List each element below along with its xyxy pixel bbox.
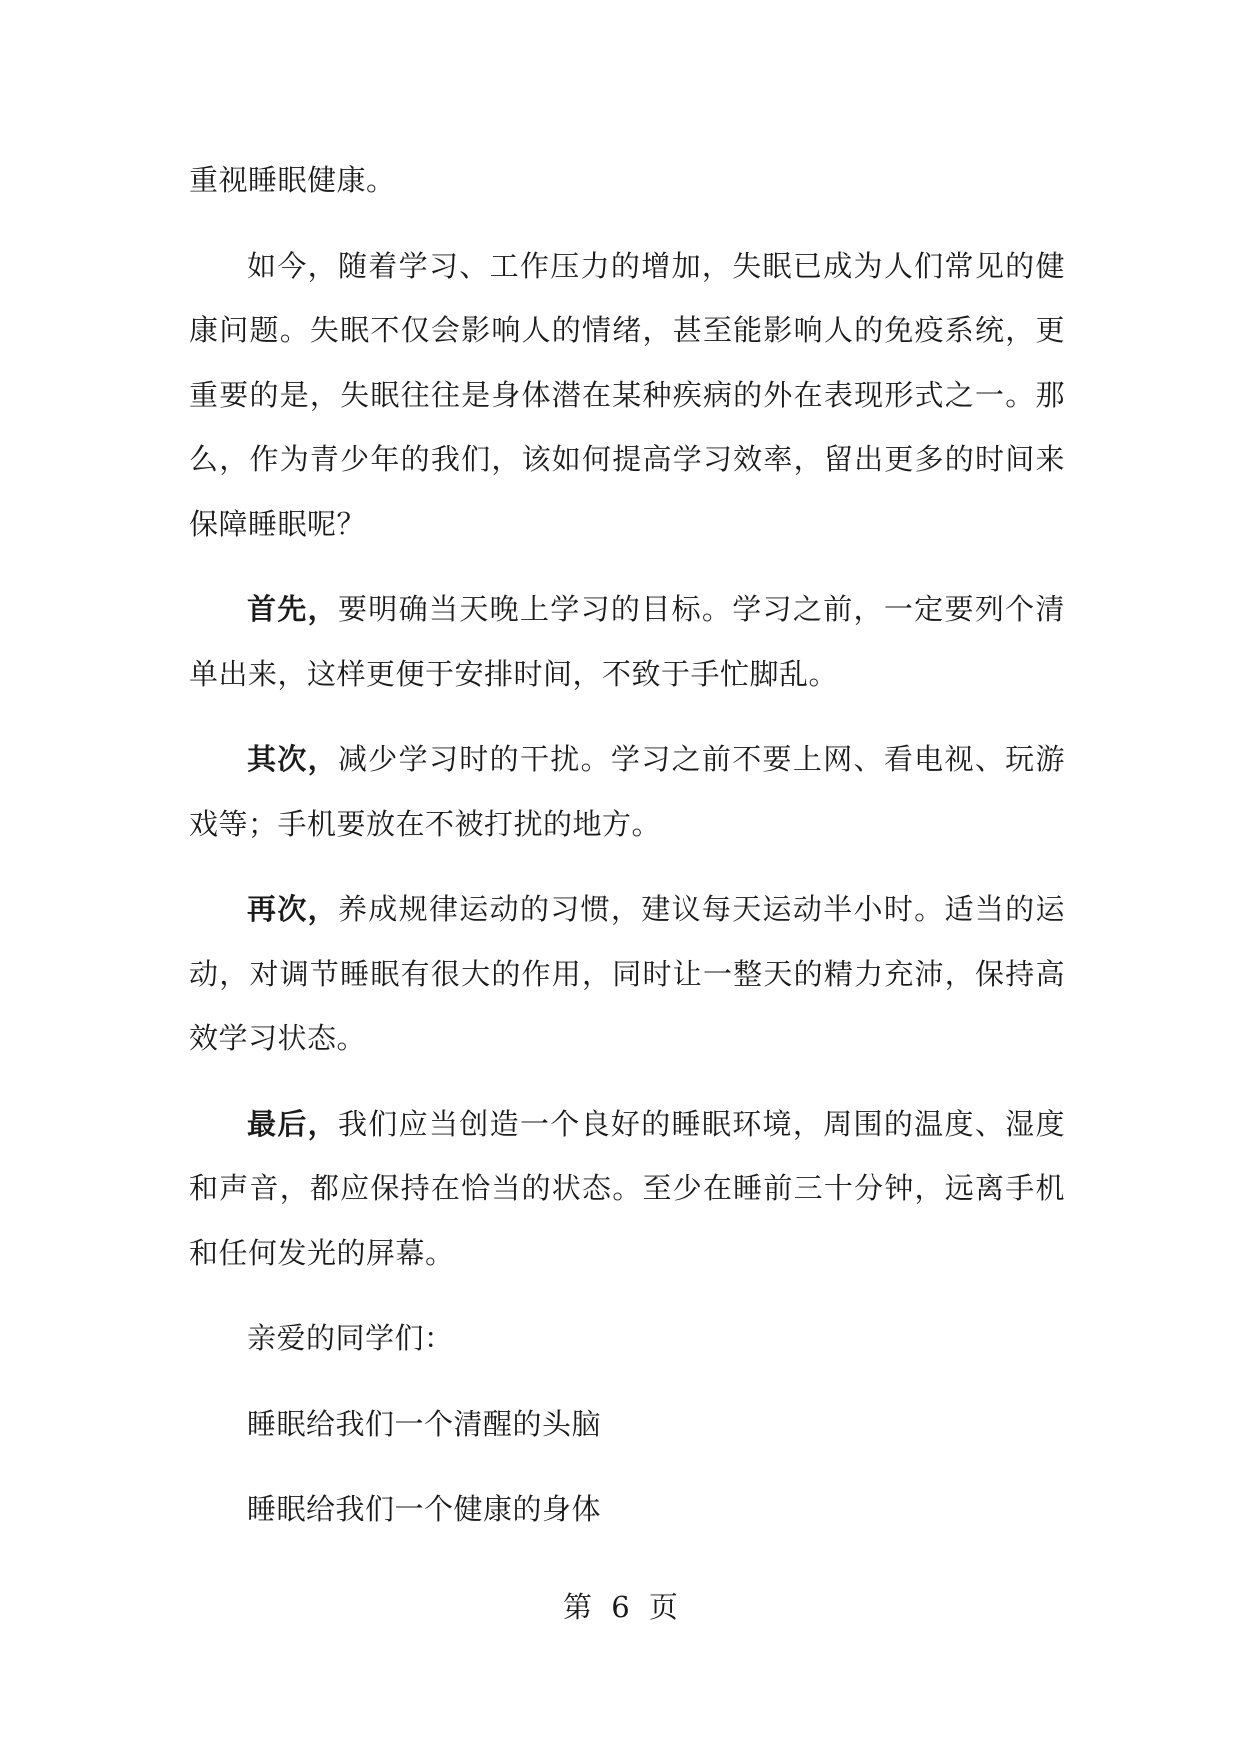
paragraph-5 <box>189 877 1065 1071</box>
closing-line-3: 睡眠给我们一个健康的身体 <box>247 1492 602 1526</box>
paragraph-6 <box>189 1092 1065 1286</box>
page-number: 第 6 页 <box>563 1590 678 1624</box>
paragraph-4 <box>189 727 1065 856</box>
paragraph-2-text: 如今，随着学习、工作压力的增加，失眠已成为人们常见的健康问题。失眠不仅会影响人的情绪，甚至能影响人的免疫系统，更重要的是，失眠往往是身体潜在某种疾病的外在表现形式之一。那么，作为青少年的我们，该如何提高学习效率，留出更多的时间来保障睡眠呢？ <box>189 248 1065 541</box>
paragraph-4-text: 减少学习时的干扰。学习之前不要上网、看电视、玩游戏等；手机要放在不被打扰的地方。 <box>189 742 1065 841</box>
paragraph-6-lead: 最后， <box>247 1106 338 1141</box>
paragraph-3-lead: 首先， <box>247 592 338 626</box>
closing-line-2: 睡眠给我们一个清醒的头脑 <box>247 1406 602 1441</box>
paragraph-2 <box>189 234 1065 557</box>
paragraph-3-text: 要明确当天晚上学习的目标。学习之前，一定要列个清单出来，这样更便于安排时间，不致于手忙脚乱。 <box>189 592 1065 691</box>
paragraph-6-text: 我们应当创造一个良好的睡眠环境，周围的温度、湿度和声音，都应保持在恰当的状态。至少在睡前三十分钟，远离手机和任何发光的屏幕。 <box>189 1106 1065 1270</box>
paragraph-1-text: 重视睡眠健康。 <box>189 163 396 197</box>
paragraph-4-lead: 其次， <box>247 742 338 776</box>
paragraph-5-text: 养成规律运动的习惯，建议每天运动半小时。适当的运动，对调节睡眠有很大的作用，同时让一整天的精力充沛，保持高效学习状态。 <box>189 892 1065 1055</box>
document-body <box>189 148 1065 1563</box>
closing-line-1: 亲爱的同学们： <box>247 1321 454 1355</box>
paragraph-1 <box>189 148 1065 213</box>
paragraph-3 <box>189 577 1065 706</box>
paragraph-5-lead: 再次， <box>247 892 338 926</box>
